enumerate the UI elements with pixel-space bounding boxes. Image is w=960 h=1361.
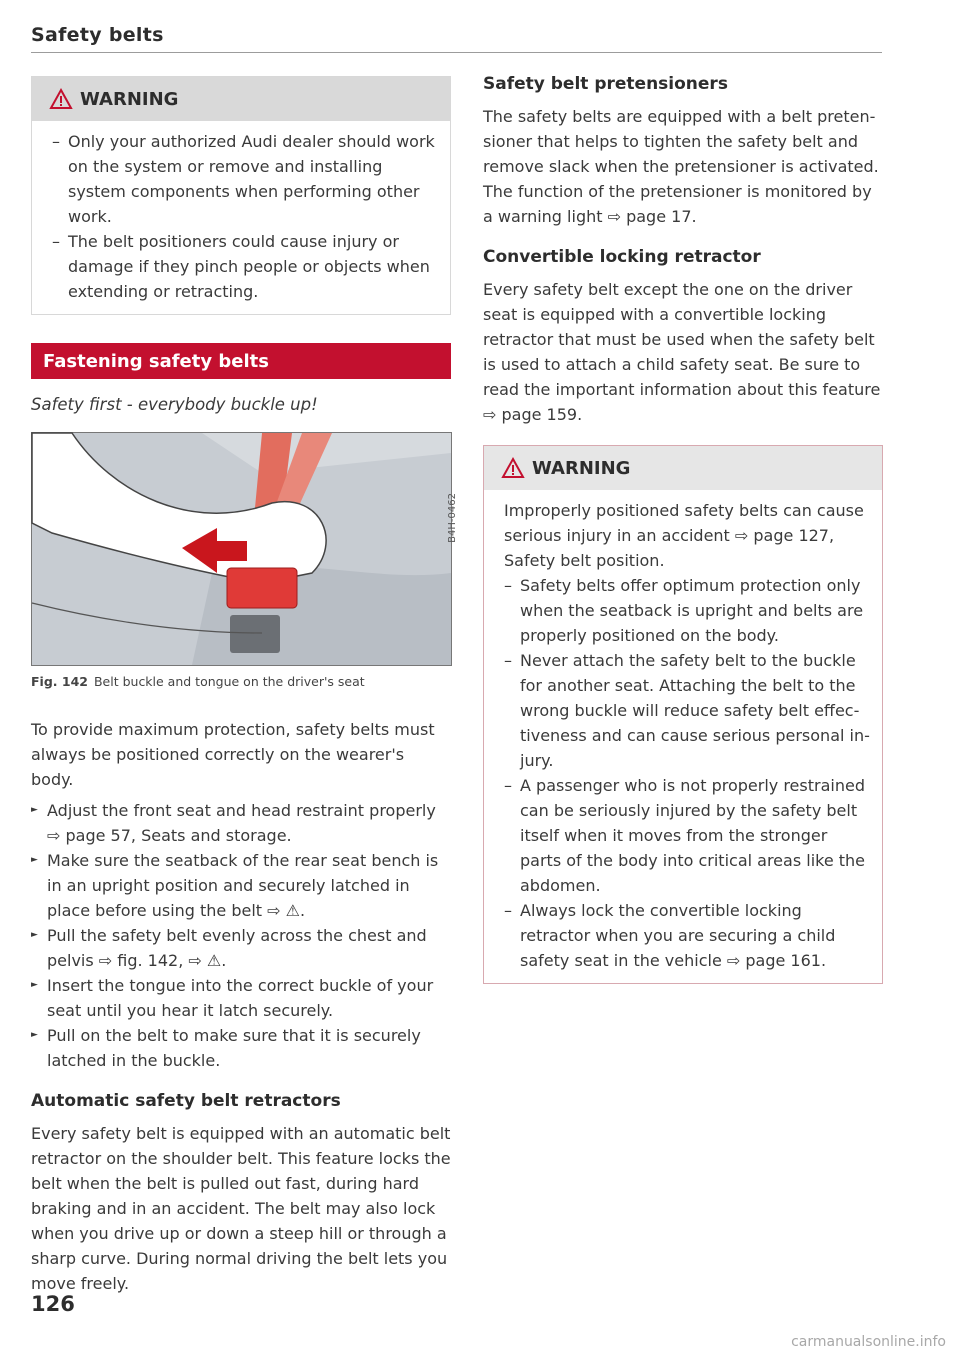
step-item: ► Make sure the seatback of the rear seat bench is in an upright position and securely latched in place before using the belt ⇨ ⚠. (31, 848, 451, 923)
warning-item: – Safety belts offer optimum protection only when the seatback is upright and belts are properly positioned on the body. (504, 573, 870, 648)
watermark: carmanualsonline.info (791, 1334, 946, 1350)
convertible-heading: Convertible locking retractor (483, 247, 761, 267)
warning-list (52, 129, 438, 304)
step-item: ► Adjust the front seat and head restraint properly ⇨ page 57, Seats and storage. (31, 798, 451, 848)
belt-buckle-illustration (32, 433, 451, 665)
header-rule (31, 52, 882, 53)
warning-item: – Only your authorized Audi dealer should work on the system or remove and installing system components when performing other work. (52, 129, 438, 229)
warning-heading: WARNING (532, 457, 631, 479)
section-intro: Safety first - everybody buckle up! (31, 395, 318, 414)
right-column (483, 74, 883, 984)
warning-triangle-icon (50, 89, 72, 109)
warning-box-left (31, 76, 451, 315)
steps-list (31, 798, 451, 1073)
warning-list (504, 573, 870, 973)
warning-triangle-icon (502, 458, 524, 478)
page-number: 126 (31, 1292, 75, 1316)
section-title-bar: Fastening safety belts (31, 343, 451, 379)
figure-belt-buckle (31, 432, 458, 666)
figure-code: B4H-0462 (447, 493, 458, 543)
warning-item: – A passenger who is not properly restrained can be seriously injured by the safety belt itself when it moves from the stronger parts of the body into critical areas like the abdomen. (504, 773, 870, 898)
warning-item: – Never attach the safety belt to the buckle for another seat. Attaching the belt to the wrong buckle will reduce safety belt effectiveness and can cause serious personal injury. (504, 648, 870, 773)
step-item: ► Insert the tongue into the correct buckle of your seat until you hear it latch securely. (31, 973, 451, 1023)
step-item: ► Pull on the belt to make sure that it is securely latched in the buckle. (31, 1023, 451, 1073)
pretensioners-paragraph: The safety belts are equipped with a belt pretensioner that helps to tighten the safety belt and remove slack when the pretensioner is activated. The function of the pretensioner is monitored by a warning light ⇨ page 17. (483, 107, 879, 226)
figure-caption (31, 674, 451, 689)
warning-intro: Improperly positioned safety belts can cause serious injury in an accident ⇨ page 127, Safety belt position. (504, 501, 864, 570)
retractors-paragraph: Every safety belt is equipped with an automatic belt retractor on the shoulder belt. This feature locks the belt when the belt is pulled out fast, during hard braking and in an accident. The belt may also lock when you drive up or down a steep hill or through a sharp curve. During normal driving the belt lets you move freely. (31, 1124, 451, 1293)
pretensioners-heading: Safety belt pretensioners (483, 74, 728, 94)
retractors-heading: Automatic safety belt retractors (31, 1091, 341, 1111)
figure-caption-text: Belt buckle and tongue on the driver's seat (93, 674, 365, 689)
warning-item: – The belt positioners could cause injury or damage if they pinch people or objects when extending or retracting. (52, 229, 438, 304)
warning-header (484, 446, 882, 490)
left-column (31, 76, 458, 1296)
warning-box-right (483, 445, 883, 984)
convertible-paragraph: Every safety belt except the one on the driver seat is equipped with a convertible locking retractor that must be used when the safety belt is used to attach a child safety seat. Be sure to read the important information about this feature ⇨ page 159. (483, 280, 881, 424)
step-item: ► Pull the safety belt evenly across the chest and pelvis ⇨ fig. 142, ⇨ ⚠. (31, 923, 451, 973)
page-header-title: Safety belts (31, 24, 164, 46)
warning-heading: WARNING (80, 88, 179, 110)
warning-item: – Always lock the convertible locking retractor when you are securing a child safety seat in the vehicle ⇨ page 161. (504, 898, 870, 973)
body-paragraph: To provide maximum protection, safety belts must always be positioned correctly on the wearer's body. (31, 720, 435, 789)
figure-label: Fig. 142 (31, 674, 88, 689)
warning-header (32, 77, 450, 121)
